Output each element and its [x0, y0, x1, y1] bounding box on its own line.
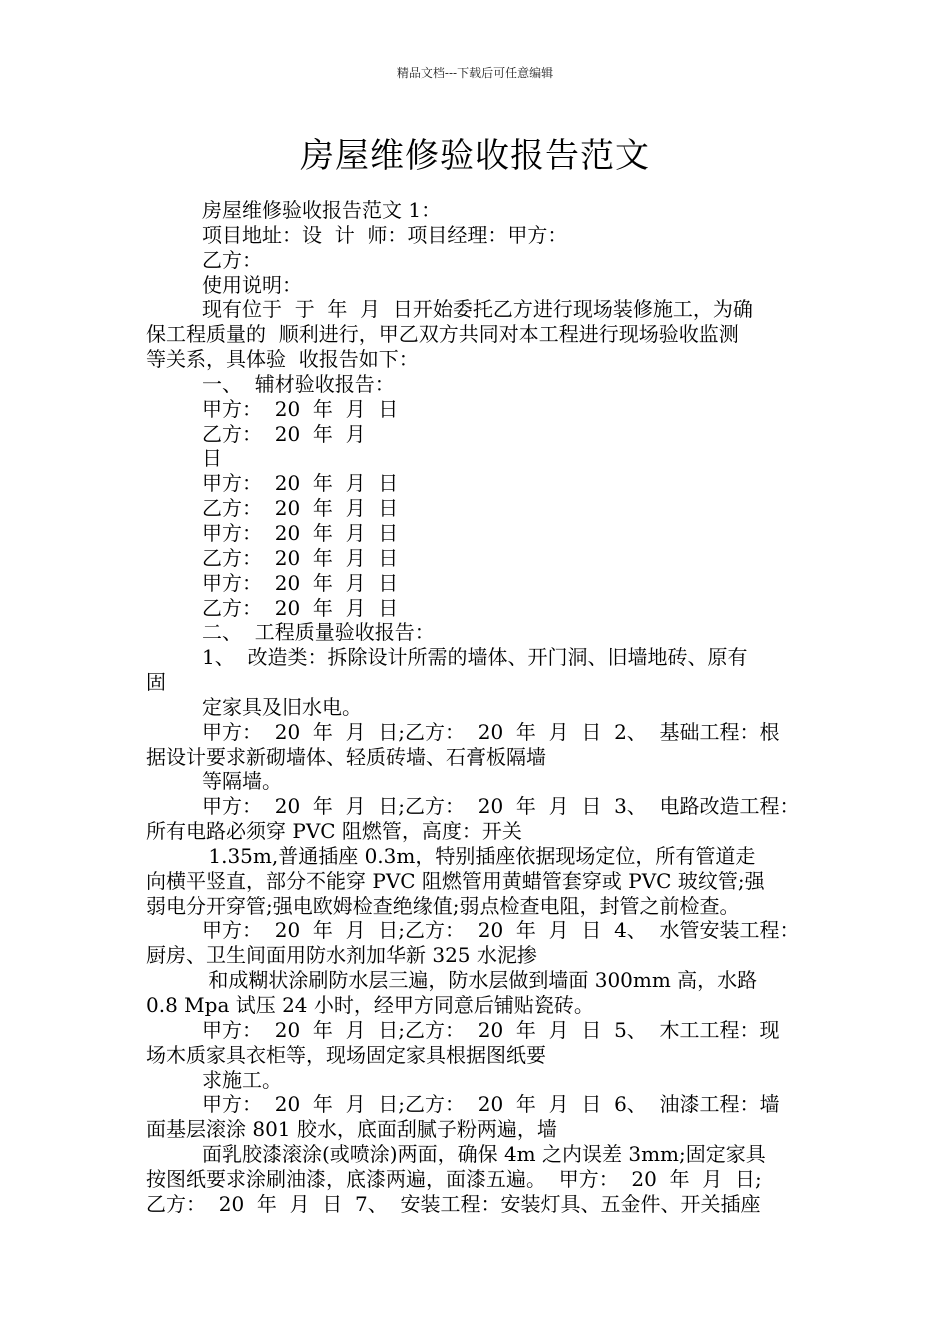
document-body — [146, 198, 826, 1217]
text-line: 日 — [202, 446, 222, 471]
text-line: 甲方： 20 年 月 日 — [202, 570, 399, 595]
text-line: 厨房、卫生间面用防水剂加华新 325 水泥掺 — [146, 943, 537, 968]
text-line: 保工程质量的 顺利进行，甲乙双方共同对本工程进行现场验收监测 — [146, 322, 739, 347]
text-line: 房屋维修验收报告范文 1： — [202, 198, 442, 222]
text-line: 二、 工程质量验收报告： — [202, 620, 435, 645]
text-line: 向横平竖直，部分不能穿 PVC 阻燃管用黄蜡管套穿或 PVC 玻纹管;强 — [146, 868, 765, 893]
text-line: 等关系，具体验 收报告如下： — [146, 347, 419, 372]
text-line: 使用说明： — [202, 272, 302, 297]
text-line: 甲方： 20 年 月 日 — [202, 520, 399, 545]
text-line: 甲方： 20 年 月 日 — [202, 396, 399, 421]
text-line: 0.8 Mpa 试压 24 小时，经甲方同意后铺贴瓷砖。 — [146, 993, 594, 1017]
text-line: 1.35m,普通插座 0.3m，特别插座依据现场定位，所有管道走 — [202, 843, 756, 868]
text-line: 乙方： 20 年 月 日 — [202, 496, 399, 521]
text-line: 所有电路必须穿 PVC 阻燃管，高度：开关 — [146, 819, 522, 844]
text-line: 甲方： 20 年 月 日 — [202, 471, 399, 496]
text-line: 1、 改造类：拆除设计所需的墙体、开门洞、旧墙地砖、原有 — [202, 645, 748, 670]
text-line: 求施工。 — [202, 1067, 282, 1092]
text-line: 甲方： 20 年 月 日;乙方： 20 年 月 日 2、 基础工程：根 — [202, 719, 780, 744]
text-line: 乙方： 20 年 月 日 — [202, 595, 399, 620]
text-line: 据设计要求新砌墙体、轻质砖墙、石膏板隔墙 — [146, 744, 546, 769]
text-line: 一、 辅材验收报告： — [202, 371, 395, 396]
text-line: 甲方： 20 年 月 日;乙方： 20 年 月 日 5、 木工工程：现 — [202, 1017, 780, 1042]
text-line: 弱电分开穿管;强电欧姆检查绝缘值;弱点检查电阻，封管之前检查。 — [146, 893, 740, 918]
text-line: 场木质家具衣柜等，现场固定家具根据图纸要 — [146, 1042, 546, 1067]
text-line: 固 — [146, 670, 166, 695]
text-line: 现有位于 于 年 月 日开始委托乙方进行现场装修施工，为确 — [202, 297, 753, 322]
text-line: 等隔墙。 — [202, 769, 282, 794]
document-title: 房屋维修验收报告范文 — [300, 136, 650, 176]
text-line: 乙方： 20 年 月 日 — [202, 545, 399, 570]
text-line: 面乳胶漆滚涂(或喷涂)两面，确保 4m 之内误差 3mm;固定家具 — [202, 1142, 766, 1167]
text-line: 乙方： — [202, 247, 262, 272]
text-line: 面基层滚涂 801 胶水，底面刮腻子粉两遍，墙 — [146, 1117, 557, 1142]
text-line: 乙方： 20 年 月 日 7、 安装工程：安装灯具、五金件、开关插座 — [146, 1191, 761, 1216]
text-line: 按图纸要求涂刷油漆，底漆两遍，面漆五遍。 甲方： 20 年 月 日; — [146, 1166, 762, 1191]
page-header: 精品文档---下载后可任意编辑 — [396, 66, 554, 80]
text-line: 和成糊状涂刷防水层三遍，防水层做到墙面 300mm 高，水路 — [202, 968, 758, 993]
text-line: 项目地址：设 计 师：项目经理：甲方： — [202, 222, 568, 247]
text-line: 甲方： 20 年 月 日;乙方： 20 年 月 日 3、 电路改造工程： — [202, 794, 800, 819]
text-line: 乙方： 20 年 月 — [202, 421, 366, 446]
text-line: 甲方： 20 年 月 日;乙方： 20 年 月 日 6、 油漆工程：墙 — [202, 1092, 780, 1117]
text-line: 定家具及旧水电。 — [202, 694, 362, 719]
text-line: 甲方： 20 年 月 日;乙方： 20 年 月 日 4、 水管安装工程： — [202, 918, 800, 943]
